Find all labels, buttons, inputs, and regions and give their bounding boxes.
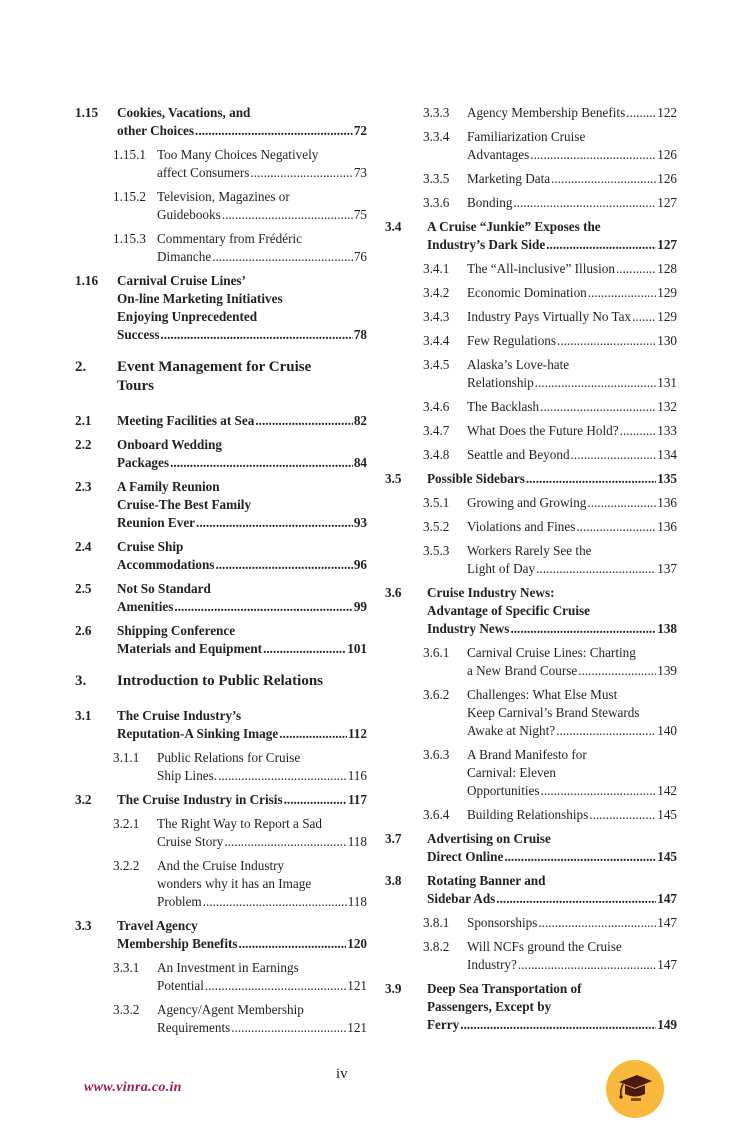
toc-entry-title: Direct Online xyxy=(427,849,504,864)
dot-leader xyxy=(513,194,656,212)
dot-leader xyxy=(626,104,656,122)
dot-leader xyxy=(203,893,347,911)
toc-entry-page: 149 xyxy=(657,1017,677,1032)
dot-leader xyxy=(535,374,657,392)
toc-entry-title: a New Brand Course xyxy=(467,663,578,678)
toc-entry[interactable] xyxy=(75,815,367,851)
dot-leader xyxy=(212,248,353,266)
toc-entry-title: other Choices xyxy=(117,123,195,138)
toc-entry-page: 133 xyxy=(657,423,677,438)
toc-entry-title: Cruise Industry News: xyxy=(427,585,555,600)
toc-entry-page: 116 xyxy=(347,768,367,783)
toc-entry-title: Shipping Conference xyxy=(117,623,236,638)
toc-entry-page: 93 xyxy=(353,515,367,530)
toc-entry[interactable] xyxy=(75,707,367,743)
toc-entry[interactable] xyxy=(75,538,367,574)
toc-entry[interactable] xyxy=(75,478,367,532)
toc-entry-page: 147 xyxy=(657,891,677,906)
dot-leader xyxy=(616,260,656,278)
dot-leader xyxy=(170,454,353,472)
toc-entry-title: Enjoying Unprecedented xyxy=(117,309,258,324)
toc-entry-number: 3.5 xyxy=(385,471,402,486)
toc-entry[interactable] xyxy=(385,398,677,416)
toc-entry-number: 2.3 xyxy=(75,479,92,494)
toc-entry-number: 3.8.1 xyxy=(423,915,450,930)
dot-leader xyxy=(576,518,656,536)
toc-entry[interactable] xyxy=(385,332,677,350)
toc-entry[interactable] xyxy=(385,128,677,164)
toc-entry-title: Meeting Facilities at Sea xyxy=(117,413,255,428)
toc-entry-number: 2. xyxy=(75,359,87,375)
dot-leader xyxy=(551,170,656,188)
toc-entry-title: Onboard Wedding xyxy=(117,437,222,452)
toc-entry-title: Agency Membership Benefits xyxy=(467,105,626,120)
toc-entry[interactable] xyxy=(75,146,367,182)
toc-entry[interactable] xyxy=(75,791,367,809)
toc-entry-page: 145 xyxy=(657,807,677,822)
toc-entry-number: 3.4.4 xyxy=(423,333,450,348)
toc-entry[interactable] xyxy=(75,580,367,616)
toc-entry-title: The Cruise Industry in Crisis xyxy=(117,792,283,807)
toc-entry-title: Cruise-The Best Family xyxy=(117,497,252,512)
toc-entry-page: 147 xyxy=(657,957,677,972)
toc-entry-title: Potential xyxy=(157,978,204,993)
toc-entry-page: 73 xyxy=(353,165,367,180)
toc-entry-number: 3.7 xyxy=(385,831,402,846)
toc-entry[interactable] xyxy=(75,188,367,224)
toc-entry-title: Packages xyxy=(117,455,170,470)
dot-leader xyxy=(224,833,346,851)
toc-entry-number: 2.2 xyxy=(75,437,92,452)
toc-entry[interactable] xyxy=(75,272,367,344)
toc-entry-title: affect Consumers xyxy=(157,165,250,180)
toc-entry-number: 3.6 xyxy=(385,585,402,600)
toc-entry-page: 82 xyxy=(353,413,367,428)
toc-entry[interactable] xyxy=(385,422,677,440)
toc-entry[interactable] xyxy=(75,1001,367,1037)
toc-entry[interactable] xyxy=(75,749,367,785)
toc-entry-title: Advantages xyxy=(467,147,530,162)
toc-entry-page: 131 xyxy=(657,375,677,390)
toc-entry-title: The “All-inclusive” Illusion xyxy=(467,261,615,276)
toc-entry[interactable] xyxy=(75,436,367,472)
toc-entry[interactable] xyxy=(385,980,677,1034)
toc-entry-number: 3.4.8 xyxy=(423,447,450,462)
toc-entry-title: Relationship xyxy=(467,375,534,390)
graduation-cap-icon xyxy=(617,1072,653,1106)
toc-entry-page: 122 xyxy=(657,105,677,120)
dot-leader xyxy=(578,662,656,680)
toc-entry-page: 118 xyxy=(347,834,367,849)
toc-entry-title: And the Cruise Industry xyxy=(157,858,285,873)
toc-entry-title: Reputation-A Sinking Image xyxy=(117,726,279,741)
toc-entry-page: 101 xyxy=(347,641,367,656)
toc-entry-number: 3.6.4 xyxy=(423,807,450,822)
toc-entry-title: Too Many Choices Negatively xyxy=(157,147,319,162)
toc-entry-number: 3.4.2 xyxy=(423,285,450,300)
toc-entry-number: 3.9 xyxy=(385,981,402,996)
toc-entry-title: Deep Sea Transportation of xyxy=(427,981,582,996)
toc-entry-number: 3.4.6 xyxy=(423,399,450,414)
dot-leader xyxy=(496,890,656,908)
toc-entry-page: 96 xyxy=(353,557,367,572)
toc-entry-number: 3.5.1 xyxy=(423,495,450,510)
toc-entry-page: 126 xyxy=(657,147,677,162)
toc-entry-page: 117 xyxy=(347,792,367,807)
toc-entry-page: 130 xyxy=(657,333,677,348)
toc-entry-title: Guidebooks xyxy=(157,207,221,222)
toc-entry-number: 3.4.1 xyxy=(423,261,450,276)
toc-entry-title: Amenities xyxy=(117,599,174,614)
dot-leader xyxy=(174,598,352,616)
toc-right-column xyxy=(385,104,677,1040)
toc-entry-title: Cookies, Vacations, and xyxy=(117,105,251,120)
toc-entry-title: Dimanche xyxy=(157,249,212,264)
toc-entry-title: Success xyxy=(117,327,160,342)
toc-entry-number: 1.15 xyxy=(75,105,99,120)
dot-leader xyxy=(284,791,347,809)
toc-entry-title: Economic Domination xyxy=(467,285,587,300)
toc-entry-page: 147 xyxy=(657,915,677,930)
toc-entry-title: Advertising on Cruise xyxy=(427,831,551,846)
toc-entry-number: 3.4.5 xyxy=(423,357,450,372)
toc-entry-title: Familiarization Cruise xyxy=(467,129,586,144)
toc-entry-title: Rotating Banner and xyxy=(427,873,546,888)
dot-leader xyxy=(589,806,656,824)
toc-entry-number: 3.8.2 xyxy=(423,939,450,954)
toc-entry-title: Public Relations for Cruise xyxy=(157,750,301,765)
toc-entry-title: Advantage of Specific Cruise xyxy=(427,603,590,618)
toc-entry-page: 142 xyxy=(657,783,677,798)
toc-entry-title: On-line Marketing Initiatives xyxy=(117,291,283,306)
toc-entry-number: 3.6.2 xyxy=(423,687,450,702)
publisher-url[interactable]: www.vinra.co.in xyxy=(84,1080,182,1095)
dot-leader xyxy=(510,620,656,638)
toc-entry-title: Carnival Cruise Lines’ xyxy=(117,273,246,288)
toc-entry-page: 132 xyxy=(657,399,677,414)
toc-entry-title: Ship Lines. xyxy=(157,768,218,783)
toc-entry[interactable] xyxy=(385,284,677,302)
toc-entry-number: 3.6.1 xyxy=(423,645,450,660)
toc-entry-number: 1.15.3 xyxy=(113,231,146,246)
toc-entry-number: 3.2.2 xyxy=(113,858,140,873)
toc-entry-page: 127 xyxy=(657,237,677,252)
toc-entry[interactable] xyxy=(385,938,677,974)
toc-entry-number: 3.3.3 xyxy=(423,105,450,120)
toc-entry[interactable] xyxy=(385,914,677,932)
toc-entry-title: Industry’s Dark Side xyxy=(427,237,546,252)
dot-leader xyxy=(196,514,353,532)
toc-entry-page: 129 xyxy=(657,285,677,300)
toc-entry-page: 78 xyxy=(353,327,367,342)
dot-leader xyxy=(205,977,346,995)
toc-entry[interactable] xyxy=(385,644,677,680)
toc-entry[interactable] xyxy=(75,412,367,430)
toc-entry-number: 3.4.7 xyxy=(423,423,450,438)
toc-entry[interactable] xyxy=(385,584,677,638)
toc-entry-title: Requirements xyxy=(157,1020,231,1035)
toc-entry-title: Seattle and Beyond xyxy=(467,447,570,462)
toc-entry-page: 140 xyxy=(657,723,677,738)
toc-entry-page: 121 xyxy=(347,1020,367,1035)
toc-entry-title: Workers Rarely See the xyxy=(467,543,592,558)
toc-entry-page: 127 xyxy=(657,195,677,210)
toc-entry-number: 3.1.1 xyxy=(113,750,140,765)
toc-entry-number: 3.4.3 xyxy=(423,309,450,324)
toc-entry-page: 128 xyxy=(657,261,677,276)
toc-entry[interactable] xyxy=(385,356,677,392)
toc-entry-title: Commentary from Frédéric xyxy=(157,231,303,246)
dot-leader xyxy=(588,284,656,302)
toc-entry[interactable] xyxy=(385,170,677,188)
toc-entry-title: Reunion Ever xyxy=(117,515,196,530)
toc-entry-page: 136 xyxy=(657,495,677,510)
toc-entry-number: 3.5.3 xyxy=(423,543,450,558)
dot-leader xyxy=(556,722,656,740)
toc-entry-page: 121 xyxy=(347,978,367,993)
toc-entry-title: Ferry xyxy=(427,1017,460,1032)
toc-entry[interactable] xyxy=(385,746,677,800)
toc-entry[interactable] xyxy=(385,494,677,512)
toc-entry-number: 3.3.5 xyxy=(423,171,450,186)
dot-leader xyxy=(218,767,347,785)
toc-entry-number: 1.16 xyxy=(75,273,99,288)
toc-entry-number: 3.5.2 xyxy=(423,519,450,534)
toc-entry[interactable] xyxy=(75,857,367,911)
toc-entry-title: A Cruise “Junkie” Exposes the xyxy=(427,219,601,234)
toc-entry-title: Cruise Ship xyxy=(117,539,184,554)
toc-left-column xyxy=(75,104,367,1043)
toc-entry-title: Will NCFs ground the Cruise xyxy=(467,939,622,954)
toc-entry-title: Violations and Fines xyxy=(467,519,576,534)
dot-leader xyxy=(538,914,656,932)
dot-leader xyxy=(571,446,657,464)
dot-leader xyxy=(540,398,656,416)
dot-leader xyxy=(546,236,656,254)
toc-entry-title: An Investment in Earnings xyxy=(157,960,299,975)
toc-entry-title: wonders why it has an Image xyxy=(157,876,312,891)
toc-entry[interactable] xyxy=(385,830,677,866)
toc-entry-number: 1.15.1 xyxy=(113,147,146,162)
toc-entry[interactable] xyxy=(385,686,677,740)
toc-entry-title: A Family Reunion xyxy=(117,479,220,494)
toc-chapter[interactable] xyxy=(75,358,367,396)
toc-entry[interactable] xyxy=(75,104,367,140)
toc-entry-title: Growing and Growing xyxy=(467,495,587,510)
toc-entry-page: 145 xyxy=(657,849,677,864)
toc-entry[interactable] xyxy=(385,104,677,122)
toc-entry-title: Marketing Data xyxy=(467,171,551,186)
dot-leader xyxy=(250,164,352,182)
toc-entry-page: 138 xyxy=(657,621,677,636)
toc-entry-number: 3.2.1 xyxy=(113,816,140,831)
toc-entry-title: Event Management for Cruise xyxy=(117,359,312,375)
toc-entry-title: Tours xyxy=(117,378,154,394)
toc-entry-number: 3.4 xyxy=(385,219,402,234)
toc-entry-title: Industry Pays Virtually No Tax xyxy=(467,309,632,324)
toc-entry-number: 3.6.3 xyxy=(423,747,450,762)
dot-leader xyxy=(161,326,353,344)
toc-entry[interactable] xyxy=(75,230,367,266)
toc-entry-title: Challenges: What Else Must xyxy=(467,687,618,702)
toc-entry[interactable] xyxy=(75,622,367,658)
toc-entry-number: 3.1 xyxy=(75,708,92,723)
page-number: iv xyxy=(336,1066,348,1082)
toc-entry-page: 112 xyxy=(347,726,367,741)
toc-entry-number: 3.8 xyxy=(385,873,402,888)
toc-entry-page: 139 xyxy=(657,663,677,678)
toc-entry-title: Materials and Equipment xyxy=(117,641,263,656)
toc-entry-title: Few Regulations xyxy=(467,333,557,348)
toc-entry-title: Sidebar Ads xyxy=(427,891,496,906)
toc-entry[interactable] xyxy=(75,959,367,995)
dot-leader xyxy=(195,122,353,140)
toc-entry-page: 99 xyxy=(353,599,367,614)
toc-entry-page: 134 xyxy=(657,447,677,462)
dot-leader xyxy=(530,146,656,164)
toc-entry-number: 3. xyxy=(75,673,87,689)
toc-entry-page: 126 xyxy=(657,171,677,186)
toc-entry-page: 137 xyxy=(657,561,677,576)
publisher-logo xyxy=(606,1060,664,1118)
toc-entry-title: The Cruise Industry’s xyxy=(117,708,242,723)
toc-entry-title: Bonding xyxy=(467,195,513,210)
toc-entry-page: 129 xyxy=(657,309,677,324)
toc-entry-title: The Backlash xyxy=(467,399,540,414)
toc-entry-title: Industry? xyxy=(467,957,517,972)
toc-entry-title: A Brand Manifesto for xyxy=(467,747,587,762)
toc-entry-page: 84 xyxy=(353,455,367,470)
toc-entry[interactable] xyxy=(385,542,677,578)
toc-entry-title: Passengers, Except by xyxy=(427,999,552,1014)
toc-entry-title: Television, Magazines or xyxy=(157,189,290,204)
dot-leader xyxy=(215,556,352,574)
toc-entry-title: Building Relationships xyxy=(467,807,589,822)
toc-entry-page: 135 xyxy=(657,471,677,486)
toc-entry-title: Alaska’s Love-hate xyxy=(467,357,570,372)
toc-entry-title: Carnival: Eleven xyxy=(467,765,556,780)
toc-entry-title: Not So Standard xyxy=(117,581,211,596)
toc-entry-title: Industry News xyxy=(427,621,510,636)
dot-leader xyxy=(460,1016,656,1034)
dot-leader xyxy=(279,725,347,743)
toc-entry-number: 3.3 xyxy=(75,918,92,933)
toc-entry-title: What Does the Future Hold? xyxy=(467,423,619,438)
toc-entry-page: 76 xyxy=(353,249,367,264)
dot-leader xyxy=(504,848,656,866)
toc-entry[interactable] xyxy=(385,470,677,488)
toc-entry-number: 1.15.2 xyxy=(113,189,146,204)
toc-chapter[interactable] xyxy=(75,672,367,691)
dot-leader xyxy=(632,308,656,326)
toc-entry-number: 3.3.2 xyxy=(113,1002,140,1017)
toc-entry-title: Cruise Story xyxy=(157,834,224,849)
toc-entry-page: 75 xyxy=(353,207,367,222)
toc-entry-number: 2.6 xyxy=(75,623,92,638)
dot-leader xyxy=(526,470,656,488)
toc-entry-number: 2.1 xyxy=(75,413,92,428)
toc-entry[interactable] xyxy=(75,917,367,953)
toc-entry[interactable] xyxy=(385,308,677,326)
toc-entry[interactable] xyxy=(385,194,677,212)
dot-leader xyxy=(620,422,657,440)
toc-entry-title: Keep Carnival’s Brand Stewards xyxy=(467,705,640,720)
toc-entry-page: 118 xyxy=(347,894,367,909)
dot-leader xyxy=(222,206,353,224)
toc-entry-title: Problem xyxy=(157,894,202,909)
toc-entry-title: Accommodations xyxy=(117,557,215,572)
toc-entry-title: The Right Way to Report a Sad xyxy=(157,816,322,831)
toc-entry-page: 136 xyxy=(657,519,677,534)
dot-leader xyxy=(255,412,352,430)
dot-leader xyxy=(263,640,346,658)
dot-leader xyxy=(536,560,656,578)
toc-entry-number: 2.5 xyxy=(75,581,92,596)
toc-entry-title: Light of Day xyxy=(467,561,536,576)
toc-entry-number: 2.4 xyxy=(75,539,92,554)
toc-entry[interactable] xyxy=(385,260,677,278)
dot-leader xyxy=(239,935,347,953)
toc-entry[interactable] xyxy=(385,218,677,254)
toc-entry-number: 3.3.4 xyxy=(423,129,450,144)
dot-leader xyxy=(587,494,656,512)
toc-entry-title: Opportunities xyxy=(467,783,540,798)
toc-entry-number: 3.3.1 xyxy=(113,960,140,975)
toc-entry-page: 72 xyxy=(353,123,367,138)
toc-entry-title: Agency/Agent Membership xyxy=(157,1002,304,1017)
toc-entry-title: Sponsorships xyxy=(467,915,538,930)
toc-entry-title: Introduction to Public Relations xyxy=(117,673,323,689)
toc-entry[interactable] xyxy=(385,872,677,908)
toc-entry-title: Membership Benefits xyxy=(117,936,238,951)
toc-entry-title: Carnival Cruise Lines: Charting xyxy=(467,645,636,660)
dot-leader xyxy=(541,782,657,800)
dot-leader xyxy=(557,332,656,350)
toc-entry[interactable] xyxy=(385,806,677,824)
toc-entry-page: 120 xyxy=(347,936,367,951)
toc-entry-title: Possible Sidebars xyxy=(427,471,525,486)
toc-entry-title: Travel Agency xyxy=(117,918,198,933)
toc-entry-number: 3.3.6 xyxy=(423,195,450,210)
dot-leader xyxy=(231,1019,346,1037)
toc-entry[interactable] xyxy=(385,446,677,464)
toc-entry[interactable] xyxy=(385,518,677,536)
toc-entry-number: 3.2 xyxy=(75,792,92,807)
toc-entry-title: Awake at Night? xyxy=(467,723,556,738)
dot-leader xyxy=(518,956,656,974)
